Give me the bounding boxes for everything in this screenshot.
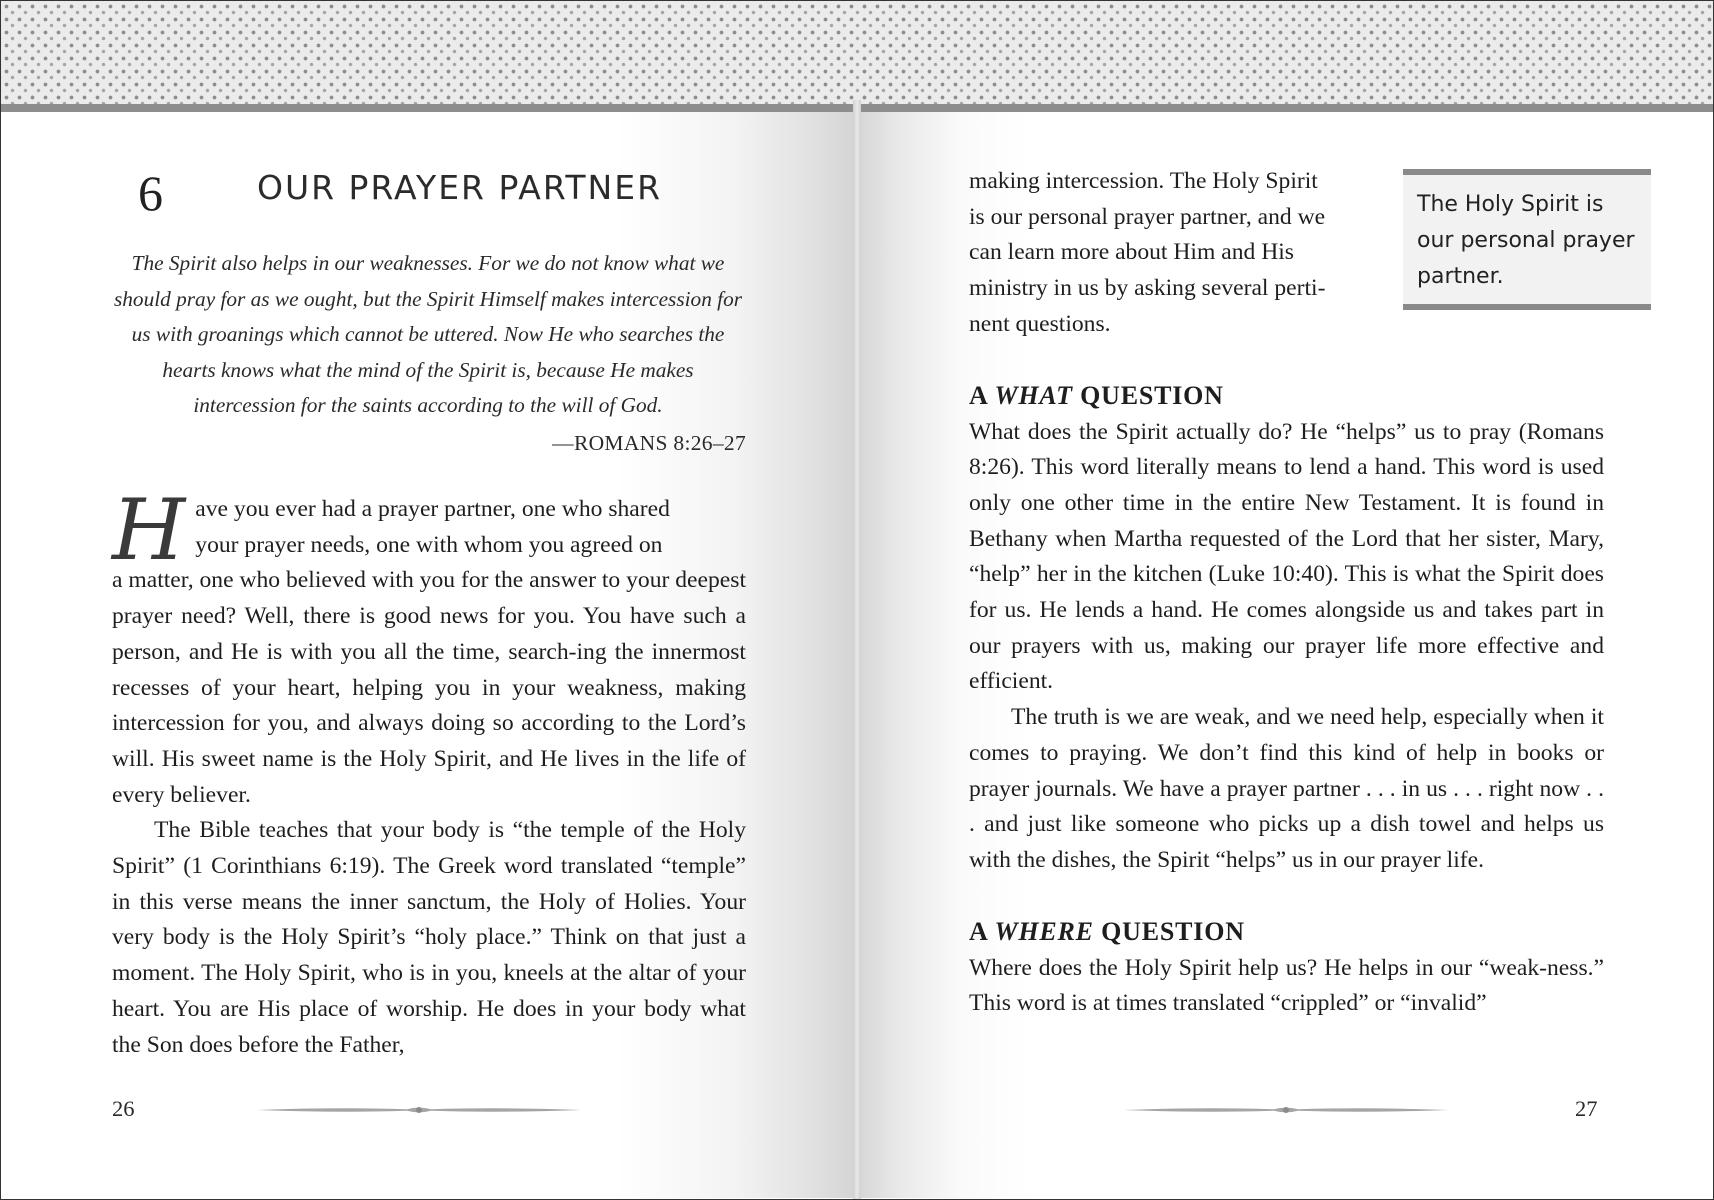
epigraph-reference: —ROMANS 8:26–27 <box>552 431 746 455</box>
chapter-title: OUR PRAYER PARTNER <box>257 168 662 207</box>
body-paragraph <box>112 481 746 813</box>
intro-line: is our personal prayer partner, and we <box>969 203 1326 230</box>
epigraph-quote: The Spirit also helps in our weaknesses. For we do not know what we should pray for as we ought, but the Spirit Himself makes intercession for us with groanings which cannot be uttered. Now He who searches the hearts knows what the mind of the Spirit is, because He makes intercession for the saints according to the will of God. <box>113 251 743 417</box>
intro-line: making intercession. The Holy Spirit <box>969 168 1318 194</box>
intro-line: nent questions. <box>969 310 1111 337</box>
body-paragraph: What does the Spirit actually do? He “helps” us to pray (Romans 8:26). This word literally means to lend a hand. This word is used only one other time in the entire New Testament. It is found in Bethany when Martha requested of the Lord that her sister, Mary, “help” her in the kitchen (Luke 10:40). This is what the Spirit does for us. He lends a hand. He comes alongside us and takes part in our prayers with us, making our prayer life more effective and efficient. <box>969 418 1604 695</box>
intro-block <box>969 164 1373 343</box>
chapter-number: 6 <box>138 165 163 221</box>
page-number: 27 <box>1575 1096 1598 1121</box>
lead-line: your prayer needs, one with whom you agreed on <box>195 531 663 558</box>
section-heading-what: A WHAT QUESTION <box>969 380 1224 410</box>
book-spine <box>853 100 861 1200</box>
intro-line: can learn more about Him and His <box>969 239 1294 266</box>
footer-ornament <box>257 1102 581 1118</box>
body-paragraph: Where does the Holy Spirit help us? He helps in our “weak-ness.” This word is at times translated “crippled” or “invalid” <box>969 954 1604 1017</box>
decorative-dot-pattern-band <box>0 0 1714 108</box>
body-paragraph: The Bible teaches that your body is “the temple of the Holy Spirit” (1 Corinthians 6:19). The Greek word translated “temple” in this verse means the inner sanctum, the Holy of Holies. Your very body is the Holy Spirit’s “holy place.” Think on that just a moment. The Holy Spirit, who is in you, kneels at the altar of your heart. You are His place of worship. He does in your body what the Son does before the Father, <box>112 817 746 1058</box>
intro-line: ministry in us by asking several perti- <box>969 275 1326 302</box>
pull-quote-text: The Holy Spirit is our personal prayer partner. <box>1417 192 1635 289</box>
left-page-body <box>112 481 746 1063</box>
pull-quote-box <box>1403 169 1651 310</box>
lead-line: ave you ever had a prayer partner, one who shared <box>195 496 670 522</box>
paragraph-text: a matter, one who believed with you for the answer to your deepest prayer need? Well, there is good news for you. You have such a person, and He is with you all the time, search-ing the innermost recesses of your heart, helping you in your weakness, making intercession for you, and always doing so according to the Lord’s will. His sweet name is the Holy Spirit, and He lives in the life of every believer. <box>112 567 746 808</box>
page-number: 26 <box>112 1096 135 1121</box>
drop-cap: H <box>112 481 186 579</box>
body-paragraph: The truth is we are weak, and we need help, especially when it comes to praying. We don’t find this kind of help in books or prayer journals. We have a prayer partner . . . in us . . . right now . . . and just like someone who picks up a dish towel and helps us with the dishes, the Spirit “helps” us in our prayer life. <box>969 704 1604 873</box>
body-paragraph <box>969 164 1373 343</box>
section-heading-where: A WHERE QUESTION <box>969 916 1245 946</box>
footer-ornament <box>1124 1102 1448 1118</box>
